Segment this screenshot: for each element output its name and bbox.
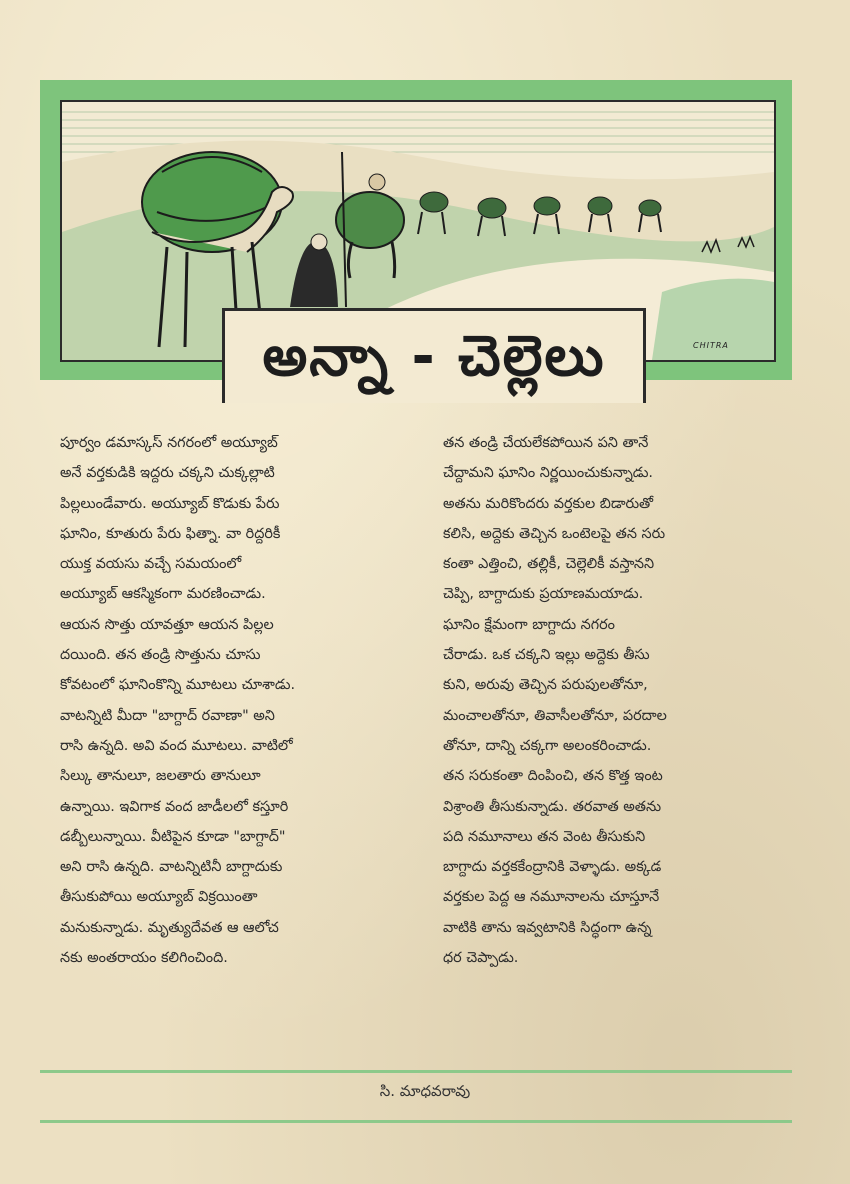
story-title: అన్నా - చెల్లెలు [262,324,606,389]
right-column [443,428,795,973]
text-line: యుక్త వయసు వచ్చే సమయంలో [60,556,242,573]
text-line: ఘానిం క్షేమంగా బాగ్దాదు నగరం [443,616,615,633]
text-line: మంచాలతోనూ, తివాసీలతోనూ, పరదాల [443,707,667,724]
text-line: కోవటంలో ఘానింకొన్ని మూటలు చూశాడు. [60,677,296,694]
text-line: ధర చెప్పాడు. [443,950,519,967]
text-line: ఘానిం, కూతురు పేరు ఫిత్నా. వా రిద్దరికీ [60,525,281,542]
text-line: నకు అంతరాయం కలిగించింది. [60,950,228,967]
title-box [222,308,646,403]
story-text [60,428,795,973]
text-line: చెప్పి, బాగ్దాదుకు ప్రయాణమయాడు. [443,586,644,603]
text-line: తోనూ, దాన్ని చక్కగా అలంకరించాడు. [443,737,652,754]
left-column [60,428,400,973]
text-line: వర్తకుల పెద్ద ఆ నమూనాలను చూస్తూనే [443,889,660,906]
text-line: తన తండ్రి చేయలేకపోయిన పని తానే [443,435,649,451]
text-line: వాటికి తాను ఇవ్వటానికి సిద్ధంగా ఉన్న [443,919,652,936]
text-line: తన సరుకంతా దింపించి, తన కొత్త ఇంట [443,768,663,785]
text-line: రాసి ఉన్నది. అవి వంద మూటలు. వాటిలో [60,737,293,754]
text-line: పూర్వం డమాస్కస్ నగరంలో అయ్యూబ్ [60,435,278,451]
text-line: కుని, అరువు తెచ్చిన పరుపులతోనూ, [443,677,648,694]
text-line: దయింది. తన తండ్రి సొత్తును చూసు [60,647,261,664]
text-line: అయ్యూబ్ ఆకస్మికంగా మరణించాడు. [60,586,266,603]
text-line: వాటన్నిటి మీదా "బాగ్దాద్ రవాణా" అని [60,707,275,724]
text-line: పది నమూనాలు తన వెంట తీసుకుని [443,828,646,845]
illustrator-signature: CHITRA [693,341,729,350]
text-line: తీసుకుపోయి అయ్యూబ్ విక్రయింతా [60,889,258,906]
text-line: కంతా ఎత్తించి, తల్లికీ, చెల్లెలికీ వస్తానని [443,556,655,573]
text-line: అతను మరికొందరు వర్తకుల బిడారుతో [443,495,654,512]
text-line: పిల్లలుండేవారు. అయ్యూబ్ కొడుకు పేరు [60,495,280,512]
author-byline: సి. మాధవరావు [379,1082,471,1100]
text-line: సిల్కు తానులూ, జలతారు తానులూ [60,768,261,785]
text-line: అని రాసి ఉన్నది. వాటన్నిటినీ బాగ్దాదుకు [60,859,283,876]
text-line: మనుకున్నాడు. మృత్యుదేవత ఆ ఆలోచ [60,919,279,936]
bottom-divider [40,1120,792,1123]
text-line: చేద్దామని ఘానిం నిర్ణయించుకున్నాడు. [443,465,653,482]
text-line: విశ్రాంతి తీసుకున్నాడు. తరవాత అతను [443,798,662,815]
top-divider [40,1070,792,1073]
text-line: కలిసి, అద్దెకు తెచ్చిన ఒంటెలపై తన సరు [443,525,666,542]
text-line: డబ్బీలున్నాయి. వీటిపైన కూడా "బాగ్దాద్" [60,828,286,845]
text-line: అనే వర్తకుడికి ఇద్దరు చక్కని చుక్కల్లాటి [60,465,275,482]
text-line: బాగ్దాదు వర్తకకేంద్రానికి వెళ్ళాడు. అక్కడ [443,859,662,876]
text-line: చేరాడు. ఒక చక్కని ఇల్లు అద్దెకు తీసు [443,647,650,664]
text-line: ఉన్నాయి. ఇవిగాక వంద జాడీలలో కస్తూరి [60,798,289,815]
text-line: ఆయన సొత్తు యావత్తూ ఆయన పిల్లల [60,616,274,633]
